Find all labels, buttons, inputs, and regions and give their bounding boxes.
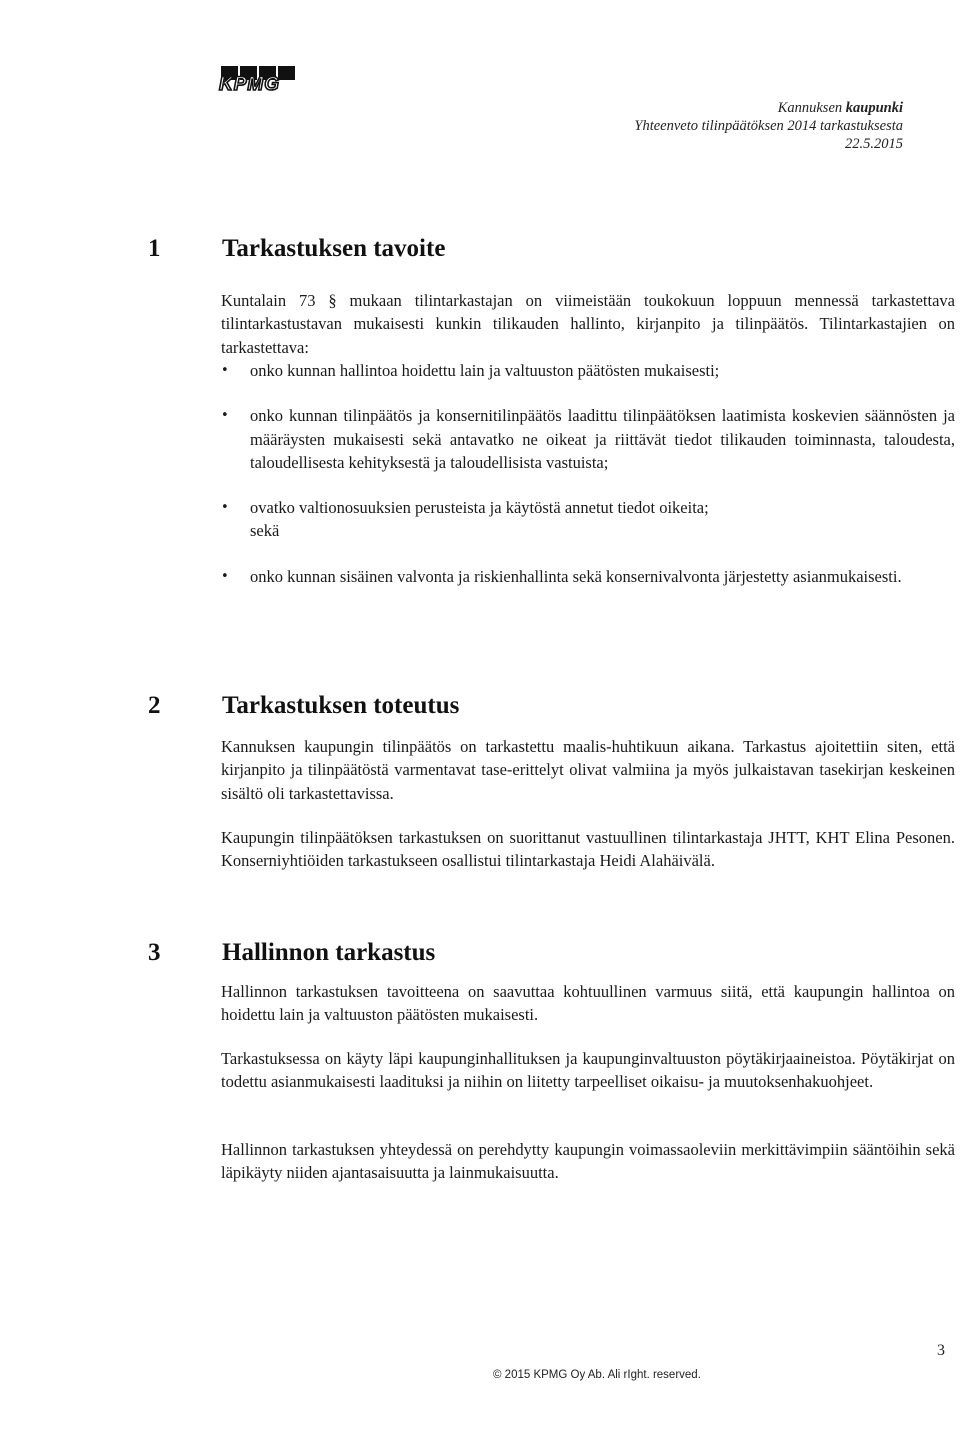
logo-wordmark: KPMG [219,74,280,95]
header-municipality-type: kaupunki [845,100,903,116]
bullet-text: sekä [250,521,280,541]
bullet-icon: • [221,568,229,584]
section-3-heading [148,938,435,968]
bullet-continuation [221,519,955,542]
section-1-heading [148,234,445,264]
section-1-intro: Kuntalain 73 § mukaan tilintarkastajan on viimeistään toukokuun loppuun mennessä tarkastettava tilintarkastustavan mukaisesti kunkin tilikauden hallinto, kirjanpito ja tilinpäätös. Tilintarkastajien on tarkastettava: [221,291,955,357]
bullet-text: onko kunnan hallintoa hoidettu lain ja valtuuston päätösten mukaisesti; [250,361,720,380]
section-1-bullet-list [221,359,955,588]
section-title: Tarkastuksen toteutus [222,692,460,719]
section-title: Hallinnon tarkastus [222,939,436,966]
header-date: 22.5.2015 [845,136,903,152]
bullet-icon: • [221,363,229,378]
bullet-text: ovatko valtionosuuksien perusteista ja käytöstä annetut tiedot oikeita; [250,498,709,518]
bullet-item [221,359,955,382]
section-2-heading [148,691,459,721]
page-number: 3 [937,1342,945,1359]
kpmg-logo [219,66,297,100]
section-3-paragraph-1: Hallinnon tarkastuksen tavoitteena on saavuttaa kohtuullinen varmuus siitä, että kaupungin hallintoa on hoidettu lain ja valtuuston päätösten mukaisesti. [221,982,955,1025]
section-2-paragraph-2: Kaupungin tilinpäätöksen tarkastuksen on suorittanut vastuullinen tilintarkastaja JHTT, KHT Elina Pesonen. Konserniyhtiöiden tarkastukseen osallistui tilintarkastaja Heidi Alahäivälä. [221,828,955,871]
section-title: Tarkastuksen tavoite [222,235,446,262]
running-header [634,99,903,153]
section-3-paragraph-3: Hallinnon tarkastuksen yhteydessä on perehdytty kaupungin voimassaoleviin merkittävimpiin sääntöihin sekä läpikäyty niiden ajantasaisuutta ja lainmukaisuutta. [221,1140,955,1183]
section-number: 2 [148,692,161,719]
section-number: 1 [148,235,161,262]
section-2-paragraph-1: Kannuksen kaupungin tilinpäätös on tarkastettu maalis-huhtikuun aikana. Tarkastus ajoitettiin siten, että kirjanpito ja tilinpäätöstä varmentavat tase-erittelyt olivat valmiina ja myös julkaistavan tasekirjan keskeinen sisältö oli tarkastettavissa. [221,737,955,803]
bullet-item [221,404,955,474]
section-number: 3 [148,939,161,966]
bullet-icon: • [221,408,229,424]
header-line-1 [634,99,903,117]
header-line-2: Yhteenveto tilinpäätöksen 2014 tarkastuksesta [634,118,903,134]
bullet-item [221,565,955,588]
copyright-footer: © 2015 KPMG Oy Ab. Ali rIght. reserved. [493,1369,701,1381]
bullet-icon: • [221,500,229,516]
bullet-text: onko kunnan tilinpäätös ja konsernitilinpäätös laadittu tilinpäätöksen laatimista koskevien säännösten ja määräysten mukaisesti sekä antavatko ne oikeat ja riittävät tiedot tilikauden toiminnasta, taloudesta, taloudellisesta kehityksestä ja taloudellisista vastuista; [250,406,955,472]
bullet-item [221,496,955,519]
section-3-paragraph-2: Tarkastuksessa on käyty läpi kaupunginhallituksen ja kaupunginvaltuuston pöytäkirjaaineistoa. Pöytäkirjat on todettu asianmukaisesti laadituksi ja niihin on liitetty tarpeelliset oikaisu- ja muutoksenhakuohjeet. [221,1049,955,1092]
bullet-text: onko kunnan sisäinen valvonta ja riskienhallinta sekä konsernivalvonta järjestetty asianmukaisesti. [250,566,902,586]
header-municipality: Kannuksen [777,100,843,116]
